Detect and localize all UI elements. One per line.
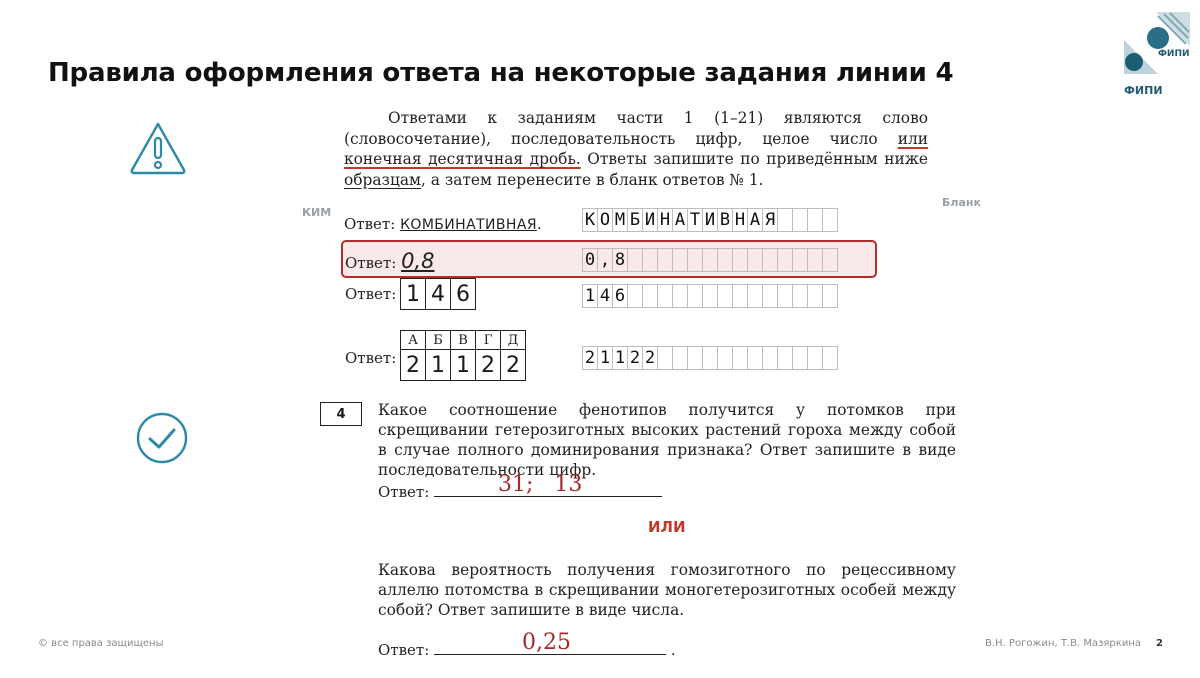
blank-cell [807,284,823,308]
check-circle-icon [134,410,194,470]
blank-cell: 4 [597,284,613,308]
answer-label: Ответ: [378,483,430,501]
blank-cell: А [747,208,763,232]
or-label: ИЛИ [648,518,686,536]
blank-cell [702,284,718,308]
blank-cell: 1 [582,284,598,308]
blank-cell [672,346,688,370]
abvg-header: Г [476,331,501,350]
blank-cell: В [717,208,733,232]
blank-cell [732,284,748,308]
blank-cell: 2 [627,346,643,370]
blank-cell [822,248,838,272]
footer-authors: В.Н. Рогожин, Т.В. Мазяркина [985,638,1141,649]
task-question-2: Какова вероятность получения гомозиготного по рецессивному аллелю потомства в скрещивании моногетерозиготных особей между собой? Ответ запишите в виде числа. [378,561,956,619]
abvg-header: А [401,331,426,350]
instructions-underlined-red: или конечная десятичная дробь. [344,129,928,168]
blank-cell [657,284,673,308]
blank-cell [732,248,748,272]
blank-cell [642,284,658,308]
kim-box: 1 [401,279,426,309]
blank-cell [762,248,778,272]
blank-cell [777,284,793,308]
blank-cell [807,248,823,272]
blank-cells-row-4 [582,346,838,370]
blank-cell [717,346,733,370]
blank-cell [732,346,748,370]
abvg-value: 2 [476,350,501,381]
answer-value-1: 31; 13 [498,472,583,497]
blank-cell [777,346,793,370]
fipi-logo-icon [1118,12,1190,84]
example-row-1 [344,215,542,233]
blank-cell [822,284,838,308]
blank-cell: И [642,208,658,232]
blank-cell [792,346,808,370]
slide-title: Правила оформления ответа на некоторые задания линии 4 [48,58,954,88]
abvg-header: В [451,331,476,350]
blank-cell: 0 [582,248,598,272]
answer-label: Ответ: [345,254,397,272]
blank-cell: 8 [612,248,628,272]
blank-cell [717,248,733,272]
blank-cells-row-3 [582,284,838,308]
blank-cell: И [702,208,718,232]
answer-suffix: . [670,641,676,659]
abvg-value: 2 [501,350,526,381]
blank-cell [657,346,673,370]
blank-cell [702,248,718,272]
blank-cell [687,248,703,272]
blank-cell [777,248,793,272]
blank-cells-row-1 [582,208,838,232]
blank-cell: Н [657,208,673,232]
blank-cells-row-2 [582,248,838,272]
blank-cell: Я [762,208,778,232]
blank-cell [747,284,763,308]
blank-cell [822,346,838,370]
blank-cell [762,346,778,370]
abvg-table [400,330,526,381]
blank-cell [792,208,808,232]
blank-cell [702,346,718,370]
blank-label: Бланк [942,196,981,209]
blank-cell: 1 [612,346,628,370]
blank-cell: Б [627,208,643,232]
blank-cell [627,284,643,308]
logo-small-text: ФИПИ [1158,49,1190,59]
blank-cell [807,346,823,370]
answer-handwritten: 0,8 [401,249,435,273]
blank-cell: О [597,208,613,232]
abvg-value: 1 [426,350,451,381]
blank-cell: 2 [582,346,598,370]
blank-cell: К [582,208,598,232]
kim-box: 6 [456,281,470,307]
blank-cell [672,248,688,272]
blank-cell: Т [687,208,703,232]
blank-cell [807,208,823,232]
footer-copyright: © все права защищены [38,638,164,649]
instructions-text-2: Ответы запишите по приведённым ниже [580,150,928,168]
instructions-text-1: Ответами к заданиям части 1 (1–21) являются слово (словосочетание), последовательность цифр, целое число [344,109,928,148]
example-row-2 [345,249,434,273]
blank-cell: , [597,248,613,272]
kim-label: КИМ [302,206,332,219]
fipi-logo [1118,12,1190,96]
blank-cell [792,248,808,272]
answer-value-2: 0,25 [522,630,571,655]
abvg-value: 1 [451,350,476,381]
blank-cell [762,284,778,308]
abvg-header: Д [501,331,526,350]
abvg-value: 2 [401,350,426,381]
blank-cell [777,208,793,232]
blank-cell [627,248,643,272]
blank-cell [747,346,763,370]
kim-box: 4 [426,279,451,309]
blank-cell [717,284,733,308]
task-question-1: Какое соотношение фенотипов получится у потомков при скрещивании гетерозиготных высоких растений гороха между собой в случае полного доминирования признака? Ответ запишите в виде последовательности цифр. [378,401,956,479]
answer-word-period: . [536,215,542,233]
warning-triangle-icon [128,120,188,180]
page-number: 2 [1156,638,1163,649]
blank-cell [657,248,673,272]
abvg-table-wrap [400,330,526,381]
blank-cell [687,346,703,370]
instructions-paragraph [344,108,928,190]
blank-cell: 2 [642,346,658,370]
abvg-header: Б [426,331,451,350]
blank-cell: 1 [597,346,613,370]
task-number: 4 [320,402,362,426]
answer-label: Ответ: [345,349,397,367]
blank-cell [792,284,808,308]
blank-cell [747,248,763,272]
blank-cell [687,284,703,308]
instructions-text-3: , а затем перенесите в бланк ответов № 1. [421,170,764,189]
answer-label: Ответ: [344,215,396,233]
blank-cell [672,284,688,308]
kim-answer-boxes [400,278,476,310]
logo-text: ФИПИ [1124,84,1163,97]
instructions-underlined: образцам [344,170,421,189]
blank-cell: 6 [612,284,628,308]
blank-cell [822,208,838,232]
answer-word: КОМБИНАТИВНАЯ [400,217,537,233]
blank-cell: М [612,208,628,232]
answer-label: Ответ: [345,285,397,303]
blank-cell: А [672,208,688,232]
answer-label: Ответ: [378,641,430,659]
blank-cell: Н [732,208,748,232]
blank-cell [642,248,658,272]
